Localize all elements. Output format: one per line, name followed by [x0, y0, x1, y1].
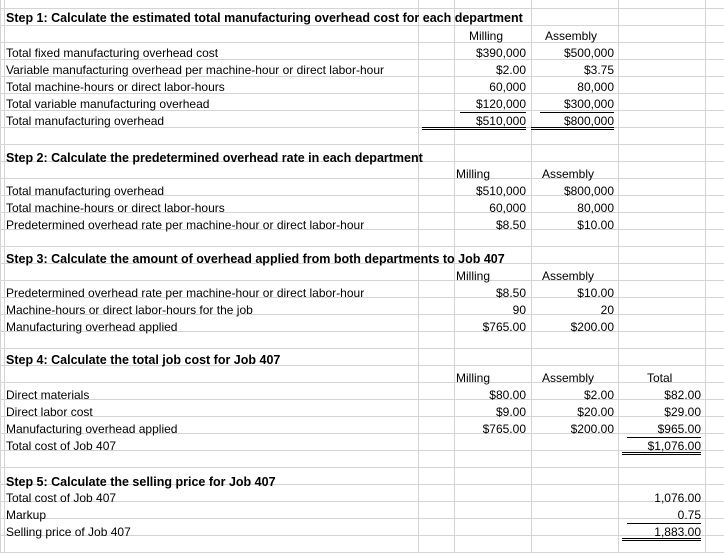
step3-row-label: Manufacturing overhead applied — [6, 320, 178, 334]
step1-milling-value: 60,000 — [489, 80, 526, 94]
step2-row-label: Predetermined overhead rate per machine-hour or direct labor-hour — [6, 218, 365, 232]
step4-total-value: $1,076.00 — [622, 438, 701, 455]
step1-assembly-value: $800,000 — [531, 113, 614, 130]
step4-assembly-value: $20.00 — [577, 405, 614, 419]
step1-milling-value: $2.00 — [495, 63, 526, 77]
step4-row-label: Direct materials — [6, 388, 90, 402]
step2-assembly-value: $800,000 — [563, 184, 614, 198]
step1-col-milling: Milling — [468, 29, 503, 43]
grid-col-line — [705, 0, 706, 553]
step2-col-assembly: Assembly — [542, 167, 595, 181]
step4-col-total: Total — [647, 371, 673, 385]
step2-milling-value: 60,000 — [489, 201, 526, 215]
grid-col-line — [531, 0, 532, 553]
step3-col-assembly: Assembly — [542, 269, 595, 283]
step4-row-label: Total cost of Job 407 — [6, 439, 117, 453]
step4-milling-value: $9.00 — [495, 405, 526, 419]
grid-col-line — [418, 0, 419, 553]
step1-milling-value: $120,000 — [460, 96, 526, 113]
step1-row-label: Variable manufacturing overhead per machine-hour or direct labor-hour — [6, 63, 384, 77]
step5-row-label: Total cost of Job 407 — [6, 491, 117, 505]
step3-col-milling: Milling — [456, 269, 491, 283]
step5-total-value: 1,883.00 — [622, 524, 701, 541]
grid-col-line — [454, 0, 455, 553]
step3-row-label: Predetermined overhead rate per machine-hour or direct labor-hour — [6, 286, 365, 300]
step2-row-label: Total machine-hours or direct labor-hours — [6, 201, 225, 215]
step1-milling-value: $510,000 — [422, 113, 526, 130]
step2-col-milling: Milling — [456, 167, 491, 181]
step3-row-label: Machine-hours or direct labor-hours for the job — [6, 303, 253, 317]
step4-assembly-value: $200.00 — [570, 422, 614, 436]
step4-assembly-value: $2.00 — [583, 388, 614, 402]
step3-milling-value: 90 — [512, 303, 526, 317]
grid-col-line — [4, 0, 5, 553]
step5-total-value: 1,076.00 — [654, 491, 701, 505]
step5-title: Step 5: Calculate the selling price for Job 407 — [6, 475, 276, 489]
step1-col-assembly: Assembly — [544, 29, 597, 43]
step4-total-value: $29.00 — [664, 405, 701, 419]
step3-assembly-value: $10.00 — [577, 286, 614, 300]
step2-assembly-value: $10.00 — [577, 218, 614, 232]
step1-milling-value: $390,000 — [475, 46, 526, 60]
step3-title: Step 3: Calculate the amount of overhead applied from both departments to Job 407 — [6, 252, 505, 266]
step2-milling-value: $8.50 — [495, 218, 526, 232]
grid-col-line — [618, 0, 619, 553]
step4-total-value: $965.00 — [627, 421, 701, 438]
step2-title: Step 2: Calculate the predetermined overhead rate in each department — [6, 151, 423, 165]
step4-title: Step 4: Calculate the total job cost for Job 407 — [6, 353, 281, 367]
step4-milling-value: $765.00 — [482, 422, 526, 436]
step4-milling-value: $80.00 — [489, 388, 526, 402]
step4-col-milling: Milling — [456, 371, 491, 385]
step1-row-label: Total manufacturing overhead — [6, 114, 165, 128]
step5-row-label: Markup — [6, 508, 47, 522]
step1-row-label: Total machine-hours or direct labor-hours — [6, 80, 225, 94]
step1-assembly-value: 80,000 — [577, 80, 614, 94]
step4-col-assembly: Assembly — [542, 371, 595, 385]
step4-row-label: Manufacturing overhead applied — [6, 422, 178, 436]
step1-row-label: Total fixed manufacturing overhead cost — [6, 46, 219, 60]
step1-title: Step 1: Calculate the estimated total manufacturing overhead cost for each department — [6, 11, 523, 25]
step4-row-label: Direct labor cost — [6, 405, 93, 419]
step3-assembly-value: $200.00 — [570, 320, 614, 334]
step1-row-label: Total variable manufacturing overhead — [6, 97, 210, 111]
step1-assembly-value: $3.75 — [583, 63, 614, 77]
step2-milling-value: $510,000 — [475, 184, 526, 198]
step3-milling-value: $765.00 — [482, 320, 526, 334]
step3-milling-value: $8.50 — [495, 286, 526, 300]
step3-assembly-value: 20 — [600, 303, 614, 317]
step5-total-value: 0.75 — [627, 507, 701, 524]
step2-assembly-value: 80,000 — [577, 201, 614, 215]
step2-row-label: Total manufacturing overhead — [6, 184, 165, 198]
step5-row-label: Selling price of Job 407 — [6, 525, 131, 539]
step1-assembly-value: $300,000 — [540, 96, 614, 113]
step4-total-value: $82.00 — [664, 388, 701, 402]
step1-assembly-value: $500,000 — [563, 46, 614, 60]
